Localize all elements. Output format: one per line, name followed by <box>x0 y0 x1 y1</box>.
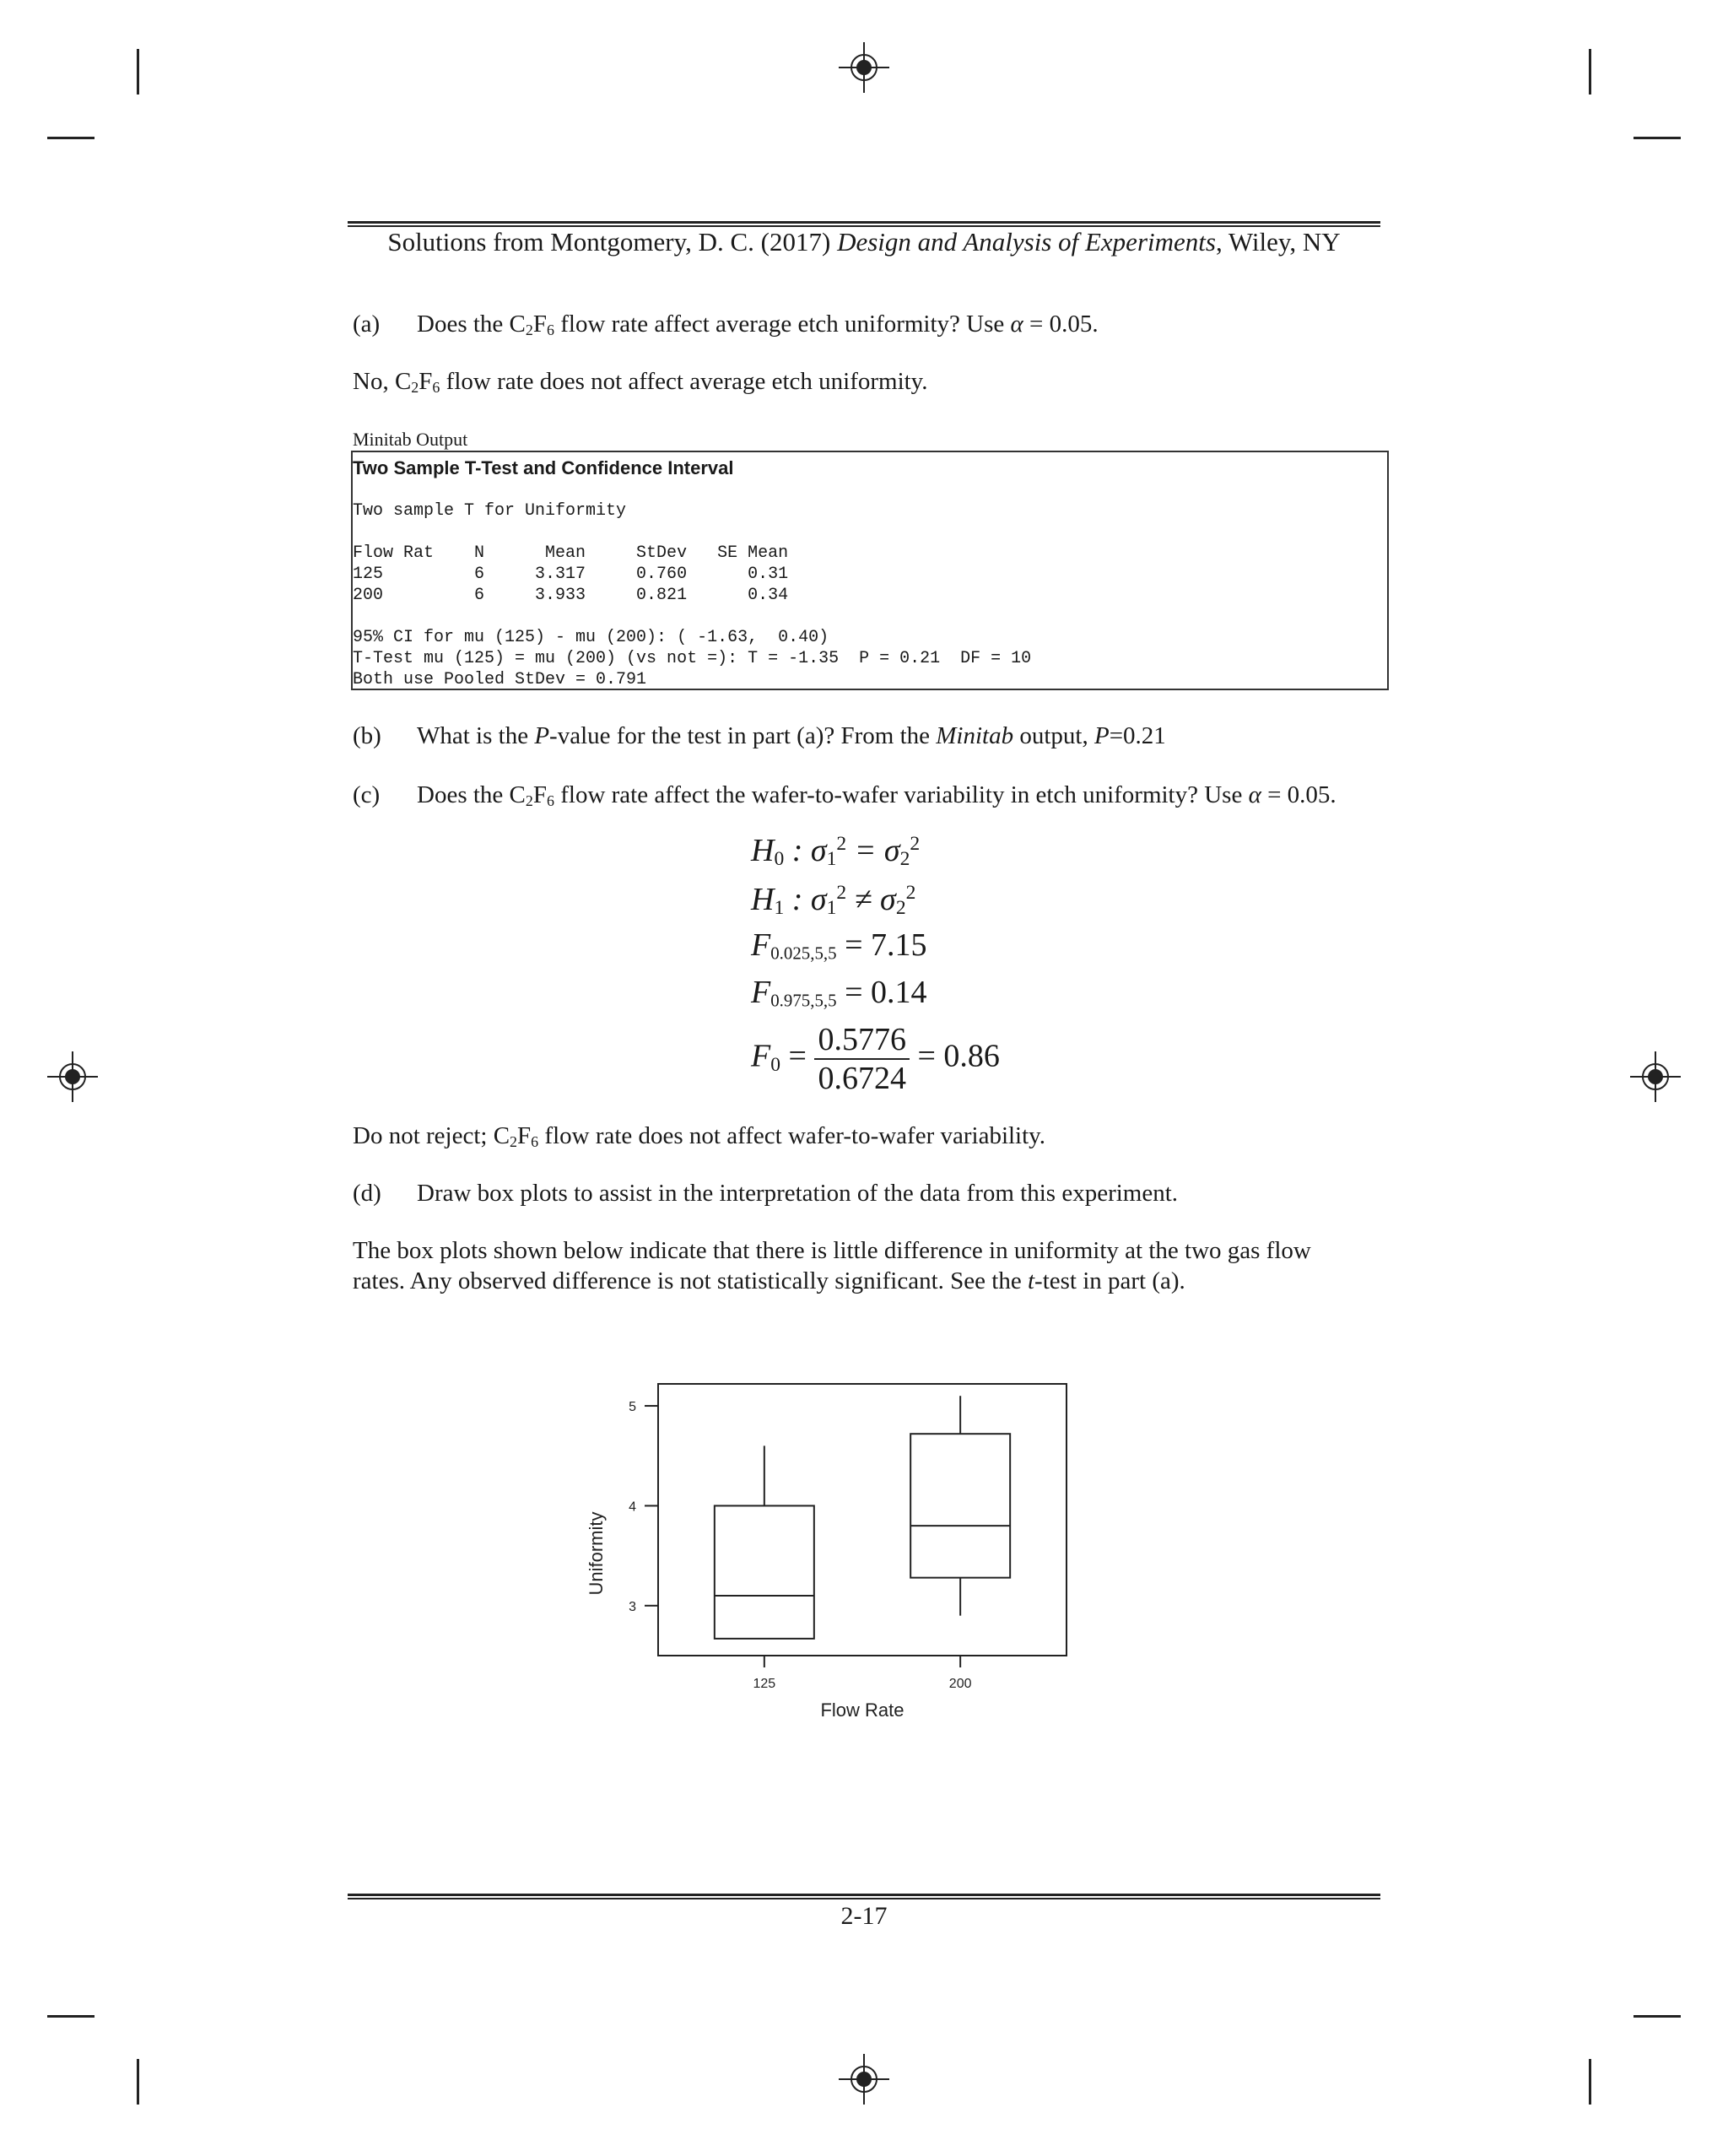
minitab-output-box <box>351 451 1389 690</box>
equation-h1: $H_1$ : $\sigma_1^2 \ne \sigma_2^2$ <box>751 882 916 920</box>
question-b: (b) What is the P-value for the test in part (a)? From the Minitab output, P=0.21 <box>353 722 1166 749</box>
question-a: (a) Does the $C_2F_6$ flow rate affect average etch uniformity? Use α = 0.05. <box>353 311 1099 338</box>
question-c: (c) Does the $C_2F_6$ flow rate affect the wafer-to-wafer variability in etch uniformity? Use α = 0.05. <box>353 781 1336 809</box>
question-d: (d) Draw box plots to assist in the interpretation of the data from this experiment. <box>353 1180 1179 1207</box>
minitab-ci: 95% CI for mu (125) - mu (200): ( -1.63, 0.40) <box>353 628 829 647</box>
box-body <box>910 1434 1010 1577</box>
x-tick-label: 200 <box>948 1677 972 1691</box>
running-header: Solutions from Montgomery, D. C. (2017) Design and Analysis of Experiments, Wiley, NY <box>387 227 1341 257</box>
box-body <box>715 1505 814 1638</box>
header-rule <box>348 221 1380 224</box>
minitab-line: Two sample T for Uniformity <box>353 501 627 521</box>
crop-mark <box>1634 2015 1681 2018</box>
x-axis-label: Flow Rate <box>820 1699 904 1721</box>
y-axis-label: Uniformity <box>586 1511 607 1596</box>
footer-rule <box>348 1898 1380 1899</box>
y-tick-label: 5 <box>629 1400 636 1415</box>
registration-mark-icon <box>839 42 889 93</box>
crop-mark <box>1589 2059 1591 2105</box>
minitab-ttest: T-Test mu (125) = mu (200) (vs not =): T = -1.35 P = 0.21 DF = 10 <box>353 649 1032 668</box>
minitab-pooled: Both use Pooled StDev = 0.791 <box>353 670 647 689</box>
crop-mark <box>1589 49 1591 95</box>
crop-mark <box>1634 137 1681 139</box>
y-tick-label: 4 <box>629 1499 636 1515</box>
registration-mark-icon <box>1630 1051 1681 1102</box>
plot-frame <box>658 1384 1066 1656</box>
equation-f-lower: $F_{0.975,5,5} = 0.14$ <box>751 975 927 1011</box>
answer-c: Do not reject; $C_2F_6$ flow rate does not affect wafer-to-wafer variability. <box>353 1122 1046 1150</box>
footer-rule <box>348 1894 1380 1896</box>
box-plot-chart <box>574 1367 1097 1721</box>
equation-h0: $H_0$ : $\sigma_1^2 = \sigma_2^2$ <box>751 833 921 871</box>
crop-mark <box>137 49 139 95</box>
minitab-table-header: Flow Rat N Mean StDev SE Mean <box>353 543 789 563</box>
crop-mark <box>47 137 94 139</box>
page-number: 2-17 <box>840 1902 888 1930</box>
minitab-caption: Minitab Output <box>353 429 468 450</box>
minitab-row: 200 6 3.933 0.821 0.34 <box>353 586 789 605</box>
answer-a: No, $C_2F_6$ flow rate does not affect average etch uniformity. <box>353 368 928 396</box>
registration-mark-icon <box>839 2054 889 2105</box>
crop-mark <box>137 2059 139 2105</box>
equation-f0: $F_0$ = $\frac{0.5776}{0.6724}$ = 0.86 <box>751 1022 1000 1096</box>
minitab-title: Two Sample T-Test and Confidence Interval <box>353 457 734 478</box>
equation-f-upper: $F_{0.025,5,5} = 7.15$ <box>751 927 927 964</box>
fraction: $\frac{0.5776}{0.6724}$ <box>814 1021 910 1097</box>
y-tick-label: 3 <box>629 1599 636 1614</box>
registration-mark-icon <box>47 1051 98 1102</box>
crop-mark <box>47 2015 94 2018</box>
minitab-row: 125 6 3.317 0.760 0.31 <box>353 565 789 584</box>
x-tick-label: 125 <box>753 1677 776 1691</box>
answer-d: The box plots shown below indicate that there is little difference in uniformity at the two gas flow rates. Any observed difference is not statistically significant. See the t-test in part (a). <box>353 1237 1311 1294</box>
